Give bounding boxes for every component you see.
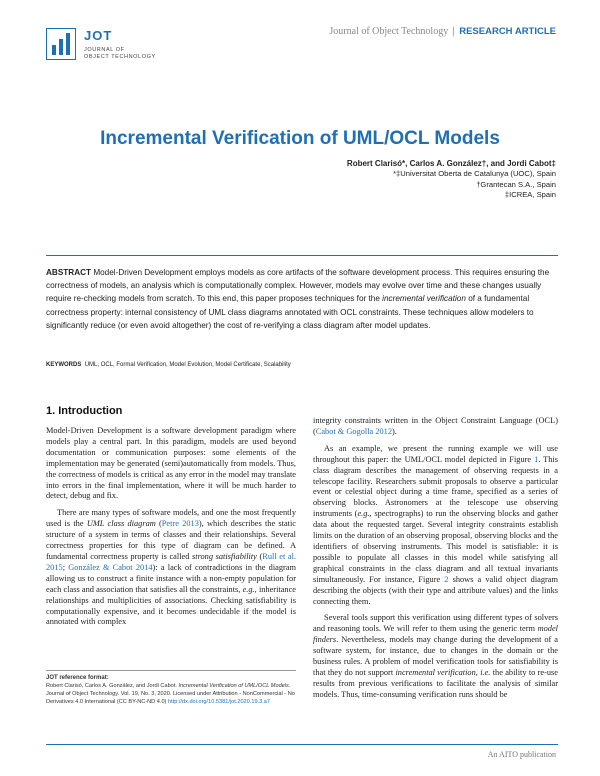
keywords-label: KEYWORDS xyxy=(46,362,82,368)
figure-link[interactable]: 1 xyxy=(534,454,539,464)
citation-link[interactable]: Cabot & Gogolla 2012 xyxy=(315,426,393,436)
paragraph: As an example, we present the running example we will use throughout this paper: the UML/OCL model depicted in Figure 1. This class diagram describes the management of observing requests in a telescope facility. Researchers submit proposals to observe a particular event or celestial object during a time frame, specified as a series of observing blocks. Astronomers at the telescope use observing instruments (e.g., spectrographs) to run the observing blocks and gather data about the requested target. Several integrity constraints establish limits on the duration of an observing proposal, observing blocks and the identifiers of observing instruments. This model is satisfiable: it is possible to populate all classes in this model while satisfying all graphical constraints in the class diagram and all textual invariants simultaneously. For instance, Figure 2 shows a valid object diagram describing the objects (with their type and attribute values) and the links connecting them. xyxy=(313,443,558,606)
logo-name: JOT xyxy=(84,28,113,43)
abstract-text: Model-Driven Development employs models as core artifacts of the software development process. This requires ensuring the correctness of models, an analysis which is computationally complex. However, models may evolve over time and these changes usually require re-checking models from scratch. To this end, this paper proposes techniques for the xyxy=(46,268,550,304)
paragraph: Several tools support this verification using different types of solvers and reasoning tools. We will refer to them using the generic term model finders. Nevertheless, models may change during the development of a software system, for instance, due to changes in the domain or the business rules. A problem of model verification tools for satisfiability is that they do not support incremental verification, i.e. the ability to re-use results from previous verifications to facilitate the analysis of similar models. Thus, time-consuming verification runs should be xyxy=(313,613,559,699)
abstract-emphasis: incremental verification xyxy=(382,294,466,304)
affiliation: *‡Universitat Oberta de Catalunya (UOC), Spain xyxy=(393,169,556,179)
header-separator: | xyxy=(452,26,455,37)
logo-icon xyxy=(46,28,76,60)
paragraph: There are many types of software models, and one the most frequently used is the UML class diagram (Petre 2013), which describes the static structure of a system in terms of classes and their relationships. Several correctness properties for this type of diagram can be defined. A fundamental correctness property is called strong satisfiability (Rull et al. 2015; González & Cabot 2014): a lack of contradictions in the diagram allowing us to construct a finite instance with a non-empty population for each class and association that satisfies all the constraints, e.g., inheritance relationships and multiplicities of associations. Checking satisfiability is computationally expensive, and it becomes undecidable if the model is annotated with complex xyxy=(46,508,297,627)
section-heading: 1. Introduction xyxy=(46,405,123,417)
citation-link[interactable]: González & Cabot 2014 xyxy=(68,562,153,572)
logo-line2: OBJECT TECHNOLOGY xyxy=(84,54,156,60)
reference-text: Robert Clarisó, Carlos A. González, and Jordi Cabot. Incremental Verification of UML/OCL Models. Journal of Object Technology. Vol. 19, No. 3, 2020. Licensed under Attribution - NonCommercial - No Derivatives 4.0 International (CC BY-NC-ND 4.0) http://dx.doi.org/10.5381/jot.2020.19.3.a7 xyxy=(46,683,295,705)
affiliation: ‡ICREA, Spain xyxy=(504,189,556,199)
paragraph: integrity constraints written in the Object Constraint Language (OCL) (Cabot & Gogolla 2012). xyxy=(313,416,558,436)
reference-label: JOT reference format: xyxy=(46,675,109,681)
doi-link[interactable]: http://dx.doi.org/10.5381/jot.2020.19.3.a7 xyxy=(167,699,270,705)
author-names: Robert Clarisó*, Carlos A. González†, and Jordi Cabot‡ xyxy=(346,159,556,168)
abstract-divider xyxy=(46,255,558,256)
author-block xyxy=(347,159,556,200)
abstract-text: of a fundamental correctness property: internal consistency of UML class diagrams annotated with OCL constraints. These techniques allow modelers to significantly reduce (or even avoid altogether) the cost of re-verifying a class diagram after model updates. xyxy=(46,294,534,330)
logo-line1: JOURNAL OF xyxy=(84,47,125,53)
journal-logo xyxy=(46,22,166,66)
abstract xyxy=(46,266,558,332)
figure-link[interactable]: 2 xyxy=(444,574,449,584)
affiliation: †Grantecan S.A., Spain xyxy=(476,179,556,189)
abstract-label: ABSTRACT xyxy=(46,268,92,277)
publisher-footer: An AITO publication xyxy=(487,750,556,759)
right-column xyxy=(313,416,558,707)
keywords-text: UML, OCL, Formal Verification, Model Evolution, Model Certificate, Scalability xyxy=(84,362,291,368)
article-type: RESEARCH ARTICLE xyxy=(459,26,556,37)
journal-name: Journal of Object Technology xyxy=(329,26,449,37)
paper-title: Incremental Verification of UML/OCL Models xyxy=(100,128,500,149)
footer-divider xyxy=(46,744,558,745)
citation-link[interactable]: Rull et al. 2015 xyxy=(46,551,296,572)
reference-format-box xyxy=(46,674,298,706)
citation-link[interactable]: Petre 2013 xyxy=(161,519,199,529)
left-column xyxy=(46,426,296,634)
journal-header xyxy=(329,26,556,37)
keywords xyxy=(46,362,558,368)
paragraph: Model-Driven Development is a software development paradigm where models play a central part. In this paradigm, models are used beyond documentation or communication purposes: some elements of the implementation may be generated (semi)automatically from models. Thus, the correctness of models is critical as any error in the model may translate into errors in the final implementation, where it will be much harder to detect, debug and fix. xyxy=(46,426,296,501)
reference-divider xyxy=(46,670,296,671)
